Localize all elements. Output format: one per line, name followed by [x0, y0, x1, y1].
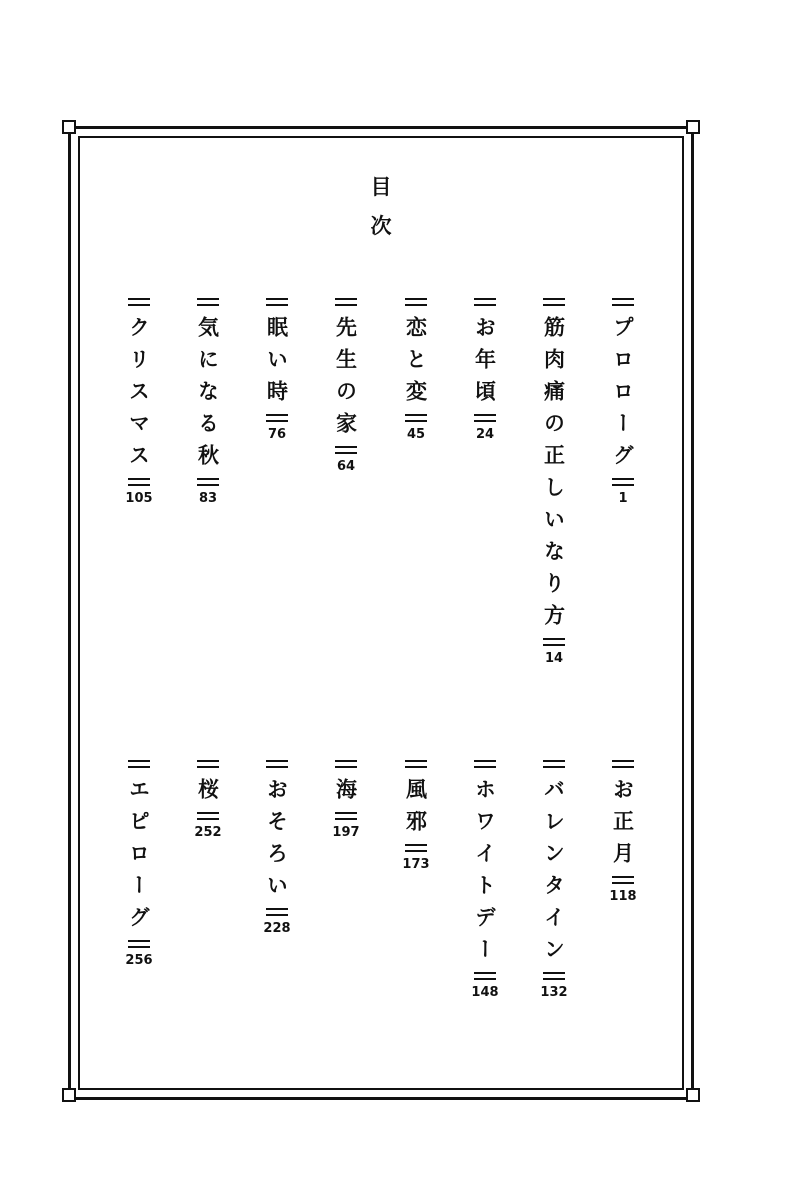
chapter-title: 海 [333, 778, 359, 810]
double-line-mark [543, 638, 565, 646]
double-line-mark [128, 478, 150, 486]
toc-title-char: 次 [370, 213, 392, 238]
chapter-title: 筋肉痛の正しいなり方 [541, 316, 567, 636]
toc-entry[interactable] [606, 290, 640, 505]
double-line-mark [405, 844, 427, 852]
chapter-title: 眠い時 [264, 316, 290, 412]
chapter-title: 恋と変 [403, 316, 429, 412]
chapter-page-number: 173 [402, 857, 430, 872]
chapter-title: バレンタイン [541, 778, 567, 970]
double-line-mark [405, 414, 427, 422]
double-line-mark [197, 812, 219, 820]
chapter-title: 先生の家 [333, 316, 359, 444]
toc-entry[interactable] [191, 290, 225, 505]
double-line-mark [612, 876, 634, 884]
chapter-title: 気になる秋 [195, 316, 221, 476]
toc-title-char: 目 [370, 174, 392, 199]
toc-entry[interactable] [399, 290, 433, 441]
chapter-title: 桜 [195, 778, 221, 810]
double-line-mark [474, 972, 496, 980]
double-line-mark [474, 414, 496, 422]
double-line-mark [405, 298, 427, 306]
double-line-mark [335, 760, 357, 768]
toc-entry[interactable] [606, 752, 640, 903]
toc-entry[interactable] [329, 290, 363, 473]
double-line-mark [543, 972, 565, 980]
chapter-page-number: 1 [618, 491, 628, 506]
chapter-page-number: 45 [406, 427, 426, 442]
double-line-mark [266, 908, 288, 916]
double-line-mark [197, 760, 219, 768]
chapter-page-number: 24 [475, 427, 495, 442]
toc-entry[interactable] [399, 752, 433, 871]
chapter-page-number: 14 [544, 651, 564, 666]
double-line-mark [128, 760, 150, 768]
chapter-title: おそろい [264, 778, 290, 906]
toc-entry[interactable] [468, 752, 502, 999]
chapter-page-number: 132 [540, 985, 568, 1000]
chapter-title: クリスマス [126, 316, 152, 476]
double-line-mark [197, 478, 219, 486]
double-line-mark [543, 760, 565, 768]
toc-entry[interactable] [260, 290, 294, 441]
double-line-mark [335, 812, 357, 820]
double-line-mark [474, 298, 496, 306]
double-line-mark [543, 298, 565, 306]
toc-entry[interactable] [537, 752, 571, 999]
double-line-mark [335, 298, 357, 306]
double-line-mark [266, 760, 288, 768]
chapter-page-number: 76 [267, 427, 287, 442]
chapter-title: お正月 [610, 778, 636, 874]
chapter-page-number: 118 [609, 889, 637, 904]
toc-entry[interactable] [260, 752, 294, 935]
chapter-title: エピローグ [126, 778, 152, 938]
double-line-mark [474, 760, 496, 768]
frame-corner-ornament [62, 1088, 76, 1102]
frame-inner-border [78, 136, 684, 1090]
chapter-title: 風邪 [403, 778, 429, 842]
toc-entry[interactable] [329, 752, 363, 839]
toc-entry[interactable] [537, 290, 571, 665]
double-line-mark [128, 940, 150, 948]
chapter-page-number: 256 [125, 953, 153, 968]
double-line-mark [266, 414, 288, 422]
toc-entry[interactable] [122, 752, 156, 967]
chapter-page-number: 228 [263, 921, 291, 936]
chapter-page-number: 252 [194, 825, 222, 840]
frame-corner-ornament [686, 1088, 700, 1102]
chapter-title: ホワイトデー [472, 778, 498, 970]
double-line-mark [612, 760, 634, 768]
toc-entry[interactable] [191, 752, 225, 839]
double-line-mark [612, 478, 634, 486]
double-line-mark [335, 446, 357, 454]
double-line-mark [128, 298, 150, 306]
chapter-page-number: 83 [198, 491, 218, 506]
toc-entry[interactable] [122, 290, 156, 505]
chapter-title: お年頃 [472, 316, 498, 412]
double-line-mark [197, 298, 219, 306]
frame-corner-ornament [686, 120, 700, 134]
double-line-mark [612, 298, 634, 306]
chapter-page-number: 64 [336, 459, 356, 474]
double-line-mark [266, 298, 288, 306]
chapter-page-number: 148 [471, 985, 499, 1000]
double-line-mark [405, 760, 427, 768]
chapter-page-number: 197 [332, 825, 360, 840]
chapter-title: プロローグ [610, 316, 636, 476]
chapter-page-number: 105 [125, 491, 153, 506]
toc-entry[interactable] [468, 290, 502, 441]
frame-corner-ornament [62, 120, 76, 134]
